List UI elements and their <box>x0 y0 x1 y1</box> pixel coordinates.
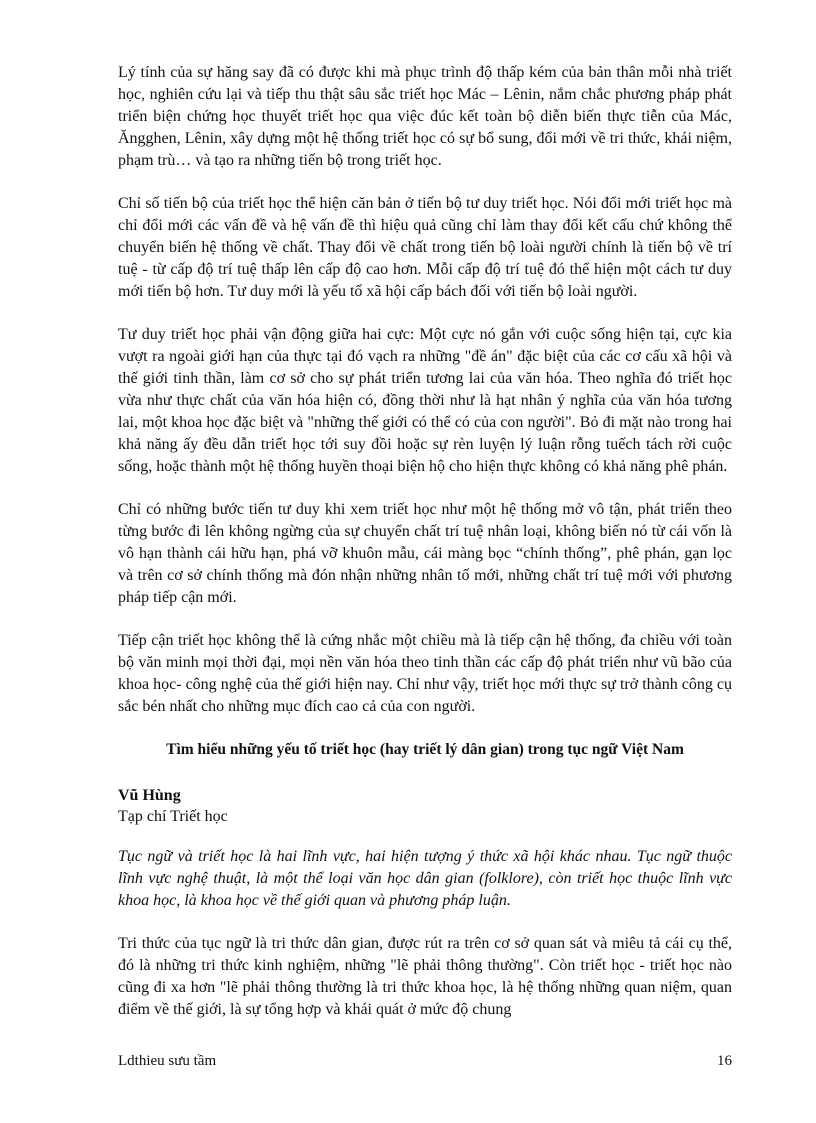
page-footer <box>118 1050 732 1072</box>
body-paragraph-5: Tiếp cận triết học không thể là cứng nhắc một chiều mà là tiếp cận hệ thống, đa chiều với toàn bộ văn minh mọi thời đại, mọi nền văn hóa theo tinh thần các cấp độ phát triển như vũ bão của khoa học- công nghệ của thế giới hiện nay. Chỉ như vậy, triết học mới thực sự trở thành công cụ sắc bén nhất cho những mục đích cao cả của con người. <box>118 632 732 715</box>
body-paragraph-4: Chỉ có những bước tiến tư duy khi xem triết học như một hệ thống mở vô tận, phát triển theo từng bước đi lên không ngừng của sự chuyển chất trí tuệ nhân loại, không biến nó từ cái vốn là vô hạn thành cái hữu hạn, phá vỡ khuôn mẫu, cái màng bọc “chính thống”, phê phán, gạn lọc và trên cơ sở chính thống mà đón nhận những nhân tố mới, những chất trí tuệ mới với phương pháp tiếp cận mới. <box>118 501 732 606</box>
footer-credit: Ldthieu sưu tầm <box>118 1053 217 1069</box>
body-paragraph-2: Chỉ số tiến bộ của triết học thể hiện căn bản ở tiến bộ tư duy triết học. Nói đổi mới triết học mà chỉ đổi mới các vấn đề và hệ vấn đề thì hiệu quả cũng chỉ làm thay đổi kết cấu chứ không thể chuyển biến hệ thống về chất. Thay đổi về chất trong tiến bộ loài người chính là tiến bộ về trí tuệ - từ cấp độ trí tuệ thấp lên cấp độ cao hơn. Mỗi cấp độ trí tuệ đó thể hiện một cách tư duy mới tiến bộ hơn. Tư duy mới là yếu tố xã hội cấp bách đối với tiến bộ loài người. <box>118 195 732 300</box>
document-page <box>118 62 732 1042</box>
body-paragraph-1: Lý tính của sự hăng say đã có được khi mà phục trình độ thấp kém của bản thân mỗi nhà triết học, nghiên cứu lại và tiếp thu thật sâu sắc triết học Mác – Lênin, nắm chắc phương pháp phát triển biện chứng học thuyết triết học qua việc đúc kết toàn bộ diễn biến thực tiễn của Mác, Ăngghen, Lênin, xây dựng một hệ thống triết học có sự bổ sung, đổi mới về tri thức, khái niệm, phạm trù… và tạo ra những tiến bộ trong triết học. <box>118 64 732 169</box>
body-paragraph-3: Tư duy triết học phải vận động giữa hai cực: Một cực nó gắn với cuộc sống hiện tại, cực kia vượt ra ngoài giới hạn của thực tại đó vạch ra những "đề án" đặc biệt của các cơ cấu xã hội và thế giới tinh thần, làm cơ sở cho sự phát triển tương lai của văn hóa. Theo nghĩa đó triết học vừa như thực chất của văn hóa hiện có, đồng thời như là hạt nhân ý nghĩa của văn hóa tương lai, một khoa học đặc biệt và "những thế giới có thể có của con người". Bỏ đi mặt nào trong hai khả năng ấy đều dẫn triết học tới suy đồi hoặc sự rèn luyện lý luận rỗng tuếch tách rời cuộc sống, hoặc thành một hệ thống huyền thoại biện hộ cho hiện thực không có khả năng phê phán. <box>118 326 732 475</box>
body-paragraph-last: Tri thức của tục ngữ là tri thức dân gian, được rút ra trên cơ sở quan sát và miêu tả cái cụ thể, đó là những tri thức kinh nghiệm, những "lẽ phải thông thường". Còn triết học - triết học nào cũng đi xa hơn "lẽ phải thông thường là tri thức khoa học, là hệ thống những quan niệm, quan điểm về thế giới, là sự tổng hợp và khái quát ở mức độ chung <box>118 935 732 1018</box>
author-name: Vũ Hùng <box>118 787 181 804</box>
page-number: 16 <box>717 1053 732 1069</box>
article-title: Tìm hiểu những yếu tố triết học (hay triết lý dân gian) trong tục ngữ Việt Nam <box>166 741 684 758</box>
source-journal: Tạp chí Triết học <box>118 808 228 825</box>
abstract-paragraph: Tục ngữ và triết học là hai lĩnh vực, hai hiện tượng ý thức xã hội khác nhau. Tục ngữ thuộc lĩnh vực nghệ thuật, là một thể loại văn học dân gian (folklore), còn triết học thuộc lĩnh vực khoa học, là khoa học về thế giới quan và phương pháp luận. <box>118 848 732 909</box>
